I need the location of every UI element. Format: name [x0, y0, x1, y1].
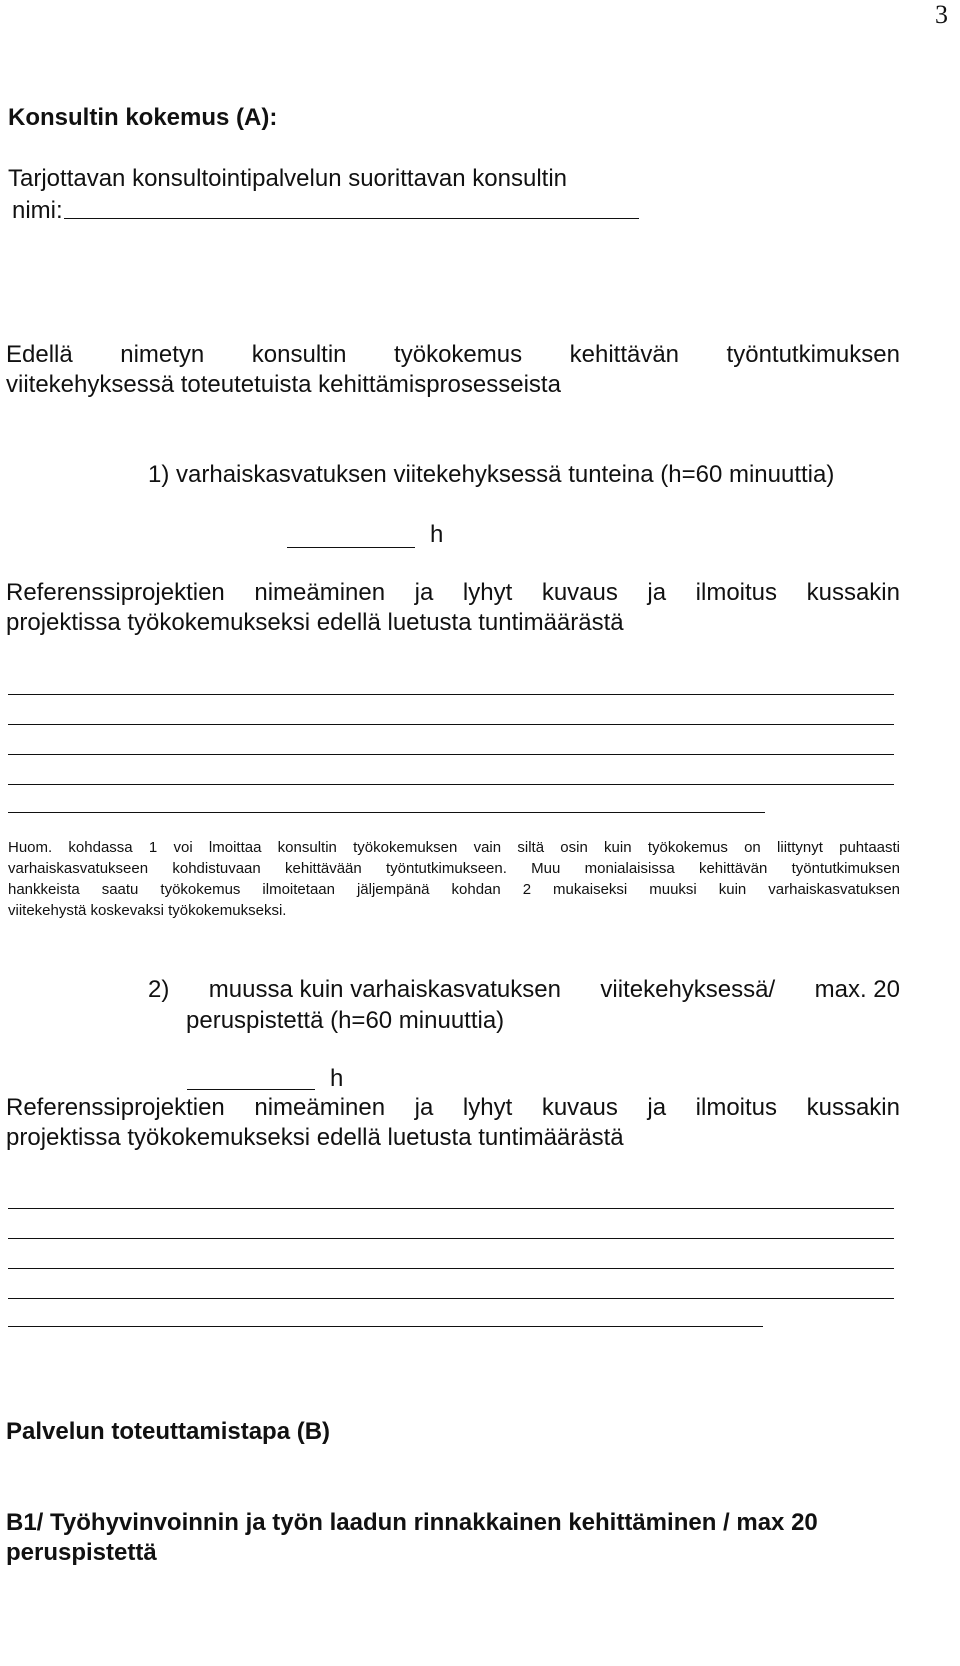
item2-ref-blank-2[interactable] — [8, 1238, 894, 1239]
section-b1-heading — [6, 1508, 818, 1568]
name-blank-line[interactable] — [64, 218, 639, 219]
note-line-3: hankkeista saatu työkokemus ilmoitetaan jäljempänä kohdan 2 mukaiseksi muuksi kuin varhaiskasvatuksen — [8, 881, 900, 898]
item2-ref-blank-4[interactable] — [8, 1298, 894, 1299]
section-b-heading: Palvelun toteuttamistapa (B) — [6, 1418, 331, 1445]
experience-line-1: Edellä nimetyn konsultin työkokemus kehittävän työntutkimuksen — [6, 341, 900, 368]
item2-ref-blank-1[interactable] — [8, 1208, 894, 1209]
item2-line-2: peruspistettä (h=60 minuuttia) — [186, 1007, 505, 1034]
note-line-4: viitekehystä koskevaksi työkokemukseksi. — [8, 902, 287, 919]
item2-ref-blank-5[interactable] — [8, 1326, 763, 1327]
item2-line-1: 2) muussa kuin varhaiskasvatuksen viitekehyksessä/ max. 20 — [148, 976, 900, 1003]
page-number: 3 — [935, 0, 948, 29]
note-line-2: varhaiskasvatukseen kohdistuvaan kehittävään työntutkimukseen. Muu monialaisissa kehittävän työntutkimuksen — [8, 860, 900, 877]
item1-ref-blank-5[interactable] — [8, 812, 765, 813]
item2-ref-line-2: projektissa työkokemukseksi edellä luetusta tuntimäärästä — [6, 1124, 624, 1151]
name-label: nimi: — [12, 197, 63, 224]
item1-ref-blank-4[interactable] — [8, 784, 894, 785]
note-line-1: Huom. kohdassa 1 voi lmoittaa konsultin työkokemuksen vain siltä osin kuin työkokemus on liittynyt puhtaasti — [8, 839, 900, 856]
section-a-heading: Konsultin kokemus (A): — [8, 104, 278, 131]
note-block — [8, 837, 900, 921]
experience-line-2: viitekehyksessä toteutetuista kehittämisprosesseista — [6, 371, 561, 398]
item2-hours-blank[interactable] — [187, 1089, 315, 1090]
item1-ref-line-1: Referenssiprojektien nimeäminen ja lyhyt kuvaus ja ilmoitus kussakin — [6, 579, 900, 606]
item1-ref-line-2: projektissa työkokemukseksi edellä luetusta tuntimäärästä — [6, 609, 624, 636]
item1-label: 1) varhaiskasvatuksen viitekehyksessä tunteina (h=60 minuuttia) — [148, 461, 835, 488]
intro-line: Tarjottavan konsultointipalvelun suorittavan konsultin — [8, 165, 567, 192]
item1-ref-blank-2[interactable] — [8, 724, 894, 725]
item1-ref-blank-1[interactable] — [8, 694, 894, 695]
item2-unit: h — [330, 1065, 344, 1092]
item1-unit: h — [430, 521, 444, 548]
item1-hours-blank[interactable] — [287, 547, 415, 548]
item2-ref-blank-3[interactable] — [8, 1268, 894, 1269]
item1-ref-blank-3[interactable] — [8, 754, 894, 755]
section-b1-heading-line-1: B1/ Työhyvinvoinnin ja työn laadun rinnakkainen kehittäminen / max 20 — [6, 1509, 818, 1536]
item2-ref-line-1: Referenssiprojektien nimeäminen ja lyhyt kuvaus ja ilmoitus kussakin — [6, 1094, 900, 1121]
section-b1-heading-line-2: peruspistettä — [6, 1539, 157, 1566]
